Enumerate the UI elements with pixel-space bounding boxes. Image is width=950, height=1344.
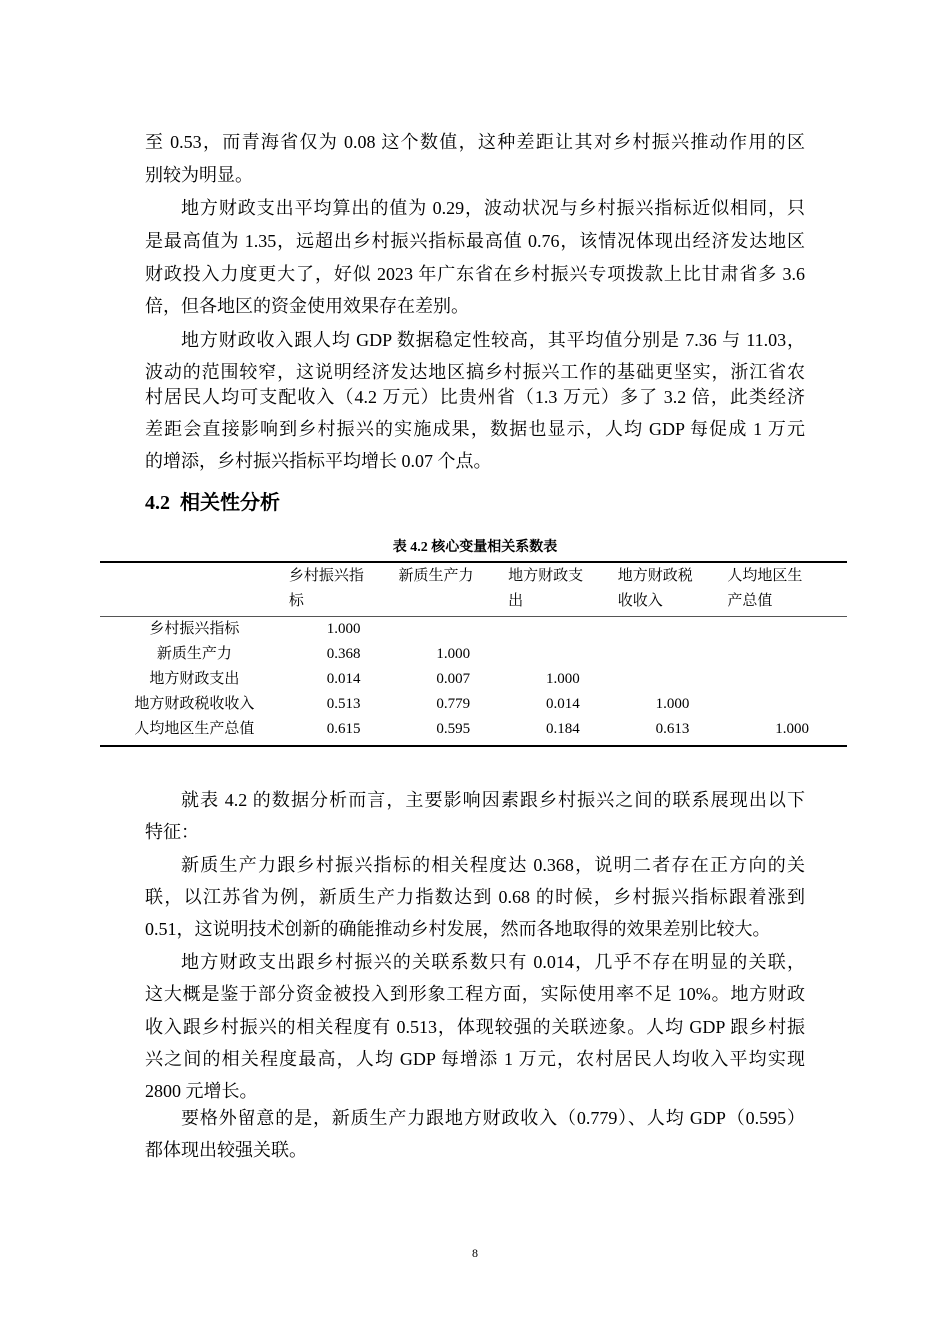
section-number: 4.2 [145, 492, 170, 514]
table-row [100, 717, 847, 742]
table-cell: 0.513 [326, 696, 361, 712]
table-cell: 0.613 [655, 721, 690, 737]
table-cell: 0.595 [436, 721, 471, 737]
paragraph-line: 是最高值为 1.35，远超出乡村振兴指标最高值 0.76，该情况体现出经济发达地区 [145, 231, 805, 251]
table-cell [618, 642, 728, 667]
table-cell: 0.615 [326, 721, 361, 737]
header-cell: 人均地区生 产总值 [727, 568, 803, 609]
header-cell: 地方财政税 收收入 [617, 568, 693, 609]
table-cell [618, 667, 728, 692]
page-number: 8 [472, 1246, 478, 1260]
table-cell [727, 614, 847, 642]
paragraph-line: 联，以江苏省为例，新质生产力指数达到 0.68 的时候，乡村振兴指标跟着涨到 [145, 887, 805, 907]
paragraph-line: 就表 4.2 的数据分析而言，主要影响因素跟乡村振兴之间的联系展现出以下 [181, 790, 805, 810]
table-cell: 1.000 [655, 696, 690, 712]
header-cell: 新质生产力 [398, 568, 474, 584]
paragraph-line: 2800 元增长。 [145, 1081, 258, 1101]
table-cell: 1.000 [546, 671, 580, 687]
row-label: 乡村振兴指标 [149, 621, 240, 637]
table-top-rule [100, 561, 847, 563]
header-cell: 地方财政支 出 [508, 568, 584, 609]
table-cell: 0.007 [436, 671, 471, 687]
table-cell [508, 614, 618, 642]
row-label: 地方财政税收收入 [134, 696, 255, 712]
table-cell: 0.779 [436, 696, 471, 712]
paragraph-line: 新质生产力跟乡村振兴指标的相关程度达 0.368，说明二者存在正方向的关 [181, 855, 805, 875]
row-label: 地方财政支出 [149, 671, 240, 687]
table-row [100, 667, 847, 692]
table-cell: 0.014 [326, 671, 361, 687]
paragraph-line: 波动的范围较窄，这说明经济发达地区搞乡村振兴工作的基础更坚实，浙江省农 [145, 362, 805, 382]
header-cell: 乡村振兴指 标 [288, 568, 364, 609]
table-cell [398, 614, 508, 642]
paragraph-line: 收入跟乡村振兴的相关程度有 0.513，体现较强的关联迹象。人均 GDP 跟乡村振 [145, 1017, 805, 1037]
table-cell [508, 642, 618, 667]
table-cell [727, 692, 847, 717]
header-empty [100, 564, 289, 614]
table-bottom-rule [100, 745, 847, 747]
paragraph-line: 至 0.53，而青海省仅为 0.08 这个数值，这种差距让其对乡村振兴推动作用的区 [145, 132, 805, 152]
table-cell: 1.000 [775, 721, 810, 737]
paragraph-line: 都体现出较强关联。 [145, 1140, 307, 1160]
correlation-table [100, 564, 847, 742]
table-cell [727, 642, 847, 667]
section-heading [145, 490, 280, 516]
table-row [100, 642, 847, 667]
table-row [100, 614, 847, 642]
paragraph-line: 的增添，乡村振兴指标平均增长 0.07 个点。 [145, 451, 492, 471]
paragraph-line: 地方财政收入跟人均 GDP 数据稳定性较高，其平均值分别是 7.36 与 11.03， [181, 330, 805, 350]
section-title: 相关性分析 [180, 492, 280, 514]
table-cell: 1.000 [326, 621, 361, 637]
table-cell: 0.014 [546, 696, 580, 712]
row-label: 新质生产力 [156, 646, 232, 662]
table-cell: 0.368 [326, 646, 361, 662]
table-cell [727, 667, 847, 692]
paragraph-line: 财政投入力度更大了，好似 2023 年广东省在乡村振兴专项拨款上比甘肃省多 3.6 [145, 264, 805, 284]
paragraph-line: 地方财政支出跟乡村振兴的关联系数只有 0.014，几乎不存在明显的关联， [181, 952, 805, 972]
table-cell [618, 614, 728, 642]
paragraph-line: 特征： [145, 822, 199, 842]
paragraph-line: 0.51，这说明技术创新的确能推动乡村发展，然而各地取得的效果差别比较大。 [145, 919, 771, 939]
table-cell: 0.184 [546, 721, 580, 737]
paragraph-line: 别较为明显。 [145, 165, 253, 185]
paragraph-line: 倍，但各地区的资金使用效果存在差别。 [145, 296, 469, 316]
table-caption: 表 4.2 核心变量相关系数表 [392, 540, 558, 555]
paragraph-line: 差距会直接影响到乡村振兴的实施成果，数据也显示，人均 GDP 每促成 1 万元 [145, 419, 805, 439]
paragraph-line: 兴之间的相关程度最高，人均 GDP 每增添 1 万元，农村居民人均收入平均实现 [145, 1049, 805, 1069]
table-row [100, 692, 847, 717]
row-label: 人均地区生产总值 [134, 721, 255, 737]
paragraph-line: 地方财政支出平均算出的值为 0.29，波动状况与乡村振兴指标近似相同，只 [181, 198, 805, 218]
paragraph-line: 村居民人均可支配收入（4.2 万元）比贵州省（1.3 万元）多了 3.2 倍，此类经济 [145, 387, 805, 407]
table-header-row [100, 564, 847, 614]
table-cell: 1.000 [436, 646, 471, 662]
paragraph-line: 要格外留意的是，新质生产力跟地方财政收入（0.779）、人均 GDP（0.595） [181, 1108, 805, 1128]
paragraph-line: 这大概是鉴于部分资金被投入到形象工程方面，实际使用率不足 10%。地方财政 [145, 984, 805, 1004]
